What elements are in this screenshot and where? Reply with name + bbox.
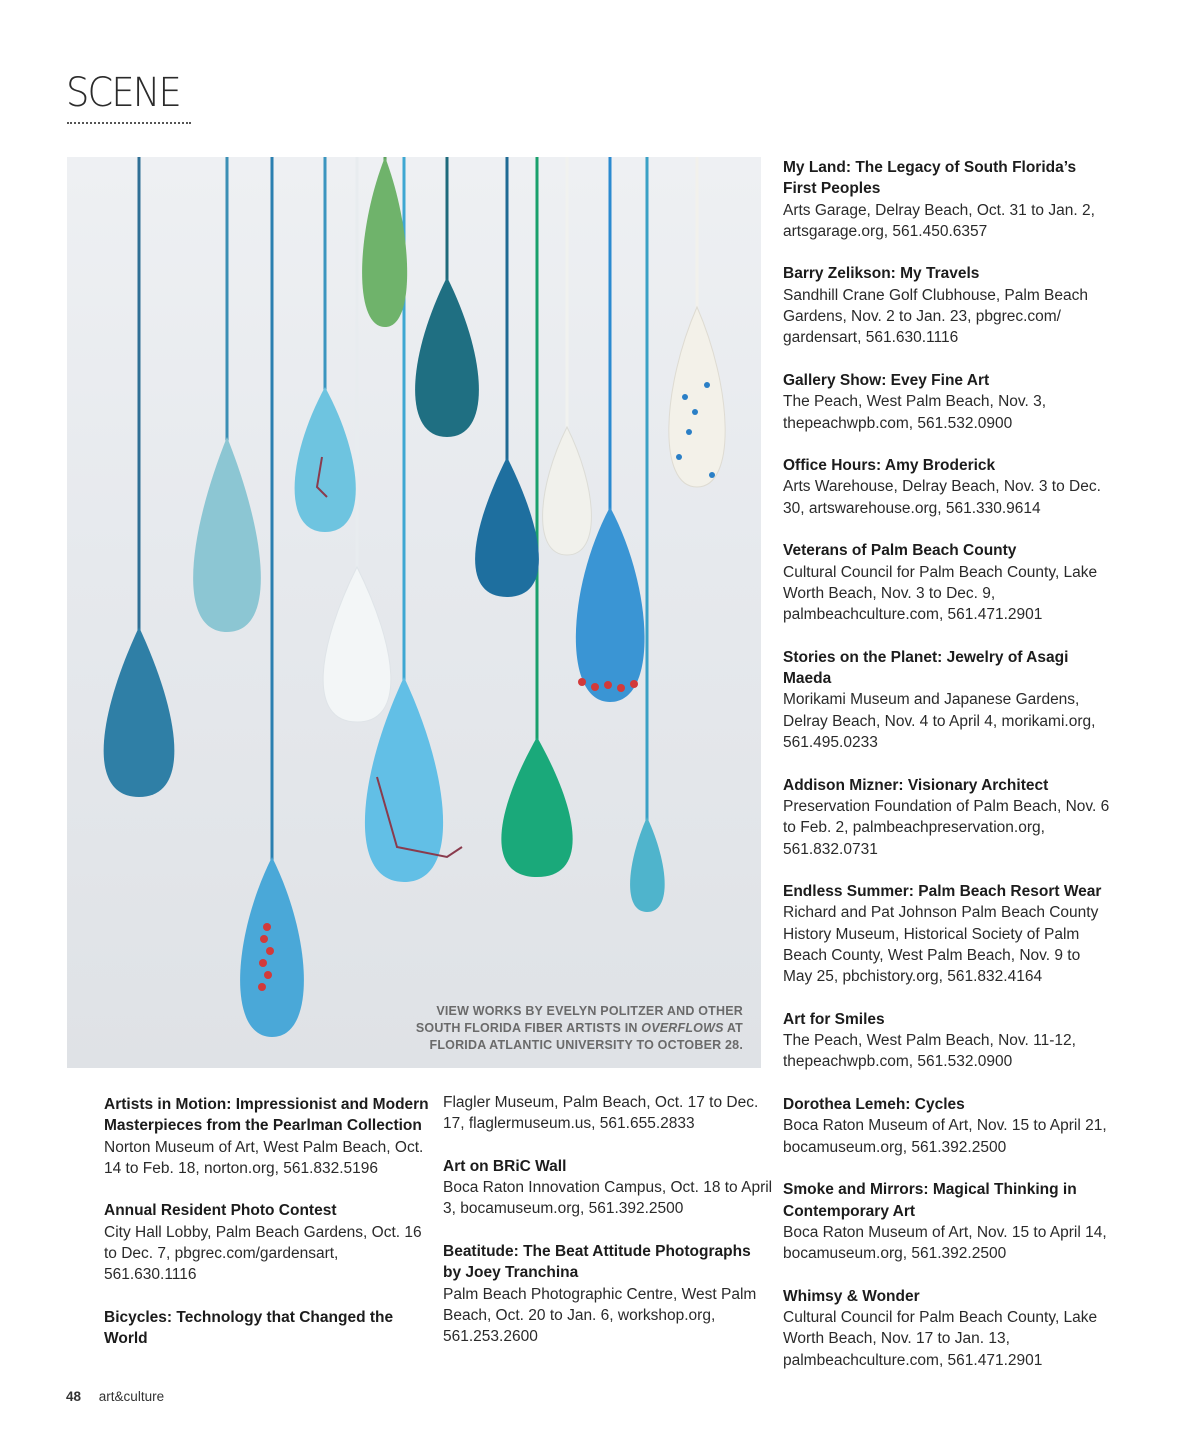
drop-light-blue-upper bbox=[295, 387, 356, 532]
caption-exhibition-title: OVERFLOWS bbox=[641, 1021, 724, 1035]
caption-text: SOUTH FLORIDA FIBER ARTISTS IN bbox=[415, 1021, 642, 1035]
event-listing bbox=[783, 263, 1113, 348]
event-details: Boca Raton Museum of Art, Nov. 15 to April 21, bocamuseum.org, 561.392.2500 bbox=[783, 1117, 1107, 1156]
page-number: 48 bbox=[66, 1389, 82, 1404]
caption-line bbox=[413, 1020, 743, 1037]
drop-small-teal bbox=[630, 817, 665, 912]
event-details: Norton Museum of Art, West Palm Beach, Oct. 14 to Feb. 18, norton.org, 561.832.5196 bbox=[104, 1138, 424, 1177]
events-column-middle bbox=[443, 1092, 773, 1369]
event-listing bbox=[443, 1241, 773, 1347]
events-column-right bbox=[783, 157, 1113, 1392]
event-details: Arts Garage, Delray Beach, Oct. 31 to Jan. 2, artsgarage.org, 561.450.6357 bbox=[783, 201, 1095, 240]
caption-text: AT bbox=[723, 1021, 743, 1035]
event-title: Annual Resident Photo Contest bbox=[104, 1202, 337, 1220]
event-listing bbox=[783, 370, 1113, 434]
caption-line: FLORIDA ATLANTIC UNIVERSITY TO OCTOBER 28. bbox=[429, 1038, 743, 1052]
event-title: Addison Mizner: Visionary Architect bbox=[783, 776, 1049, 794]
drop-teal-left bbox=[104, 627, 175, 797]
event-title: Office Hours: Amy Broderick bbox=[783, 457, 996, 475]
event-listing bbox=[104, 1307, 434, 1350]
drop-green-center bbox=[501, 737, 572, 877]
event-details: Arts Warehouse, Delray Beach, Nov. 3 to Dec. 30, artswarehouse.org, 561.330.9614 bbox=[783, 478, 1101, 517]
section-title: SCENE bbox=[66, 70, 180, 116]
knitted-drops-illustration bbox=[67, 157, 761, 1068]
event-listing bbox=[443, 1156, 773, 1220]
title-dotted-rule bbox=[67, 122, 191, 124]
event-title: Barry Zelikson: My Travels bbox=[783, 265, 980, 283]
event-title: My Land: The Legacy of South Florida’s First Peoples bbox=[783, 159, 1077, 198]
caption-line: VIEW WORKS BY EVELYN POLITZER AND OTHER bbox=[436, 1004, 743, 1018]
event-details: Preservation Foundation of Palm Beach, Nov. 6 to Feb. 2, palmbeachpreservation.org, 561.832.0731 bbox=[783, 797, 1110, 858]
drop-white bbox=[323, 567, 391, 722]
event-details: Richard and Pat Johnson Palm Beach County History Museum, Historical Society of Palm Beach County, West Palm Beach, Nov. 9 to May 25, pbchistory.org, 561.832.4164 bbox=[783, 904, 1099, 986]
drop-pale-blue bbox=[193, 437, 261, 632]
event-listing-continued bbox=[443, 1092, 773, 1135]
publication-name: art&culture bbox=[98, 1389, 165, 1404]
event-details: Cultural Council for Palm Beach County, Lake Worth Beach, Nov. 3 to Dec. 9, palmbeachculture.com, 561.471.2901 bbox=[783, 563, 1098, 624]
event-details: Flagler Museum, Palm Beach, Oct. 17 to Dec. 17, flaglermuseum.us, 561.655.2833 bbox=[443, 1094, 759, 1133]
event-listing bbox=[783, 1009, 1113, 1073]
event-listing bbox=[783, 647, 1113, 753]
event-title: Beatitude: The Beat Attitude Photographs by Joey Tranchina bbox=[443, 1243, 751, 1282]
event-title: Endless Summer: Palm Beach Resort Wear bbox=[783, 883, 1102, 901]
drop-cream bbox=[543, 427, 592, 555]
event-details: Sandhill Crane Golf Clubhouse, Palm Beach Gardens, Nov. 2 to Jan. 23, pbgrec.com/ gardensart, 561.630.1116 bbox=[783, 286, 1089, 347]
drop-dark-teal bbox=[415, 277, 479, 437]
event-title: Bicycles: Technology that Changed the World bbox=[104, 1308, 394, 1348]
event-title: Artists in Motion: Impressionist and Modern Masterpieces from the Pearlman Collection bbox=[104, 1096, 429, 1135]
drop-white-speckled bbox=[669, 307, 725, 487]
event-listing bbox=[783, 1094, 1113, 1158]
drop-deep-blue bbox=[475, 457, 539, 597]
event-title: Veterans of Palm Beach County bbox=[783, 542, 1017, 560]
drop-green-top bbox=[362, 157, 407, 327]
photo-caption bbox=[413, 1003, 743, 1054]
event-title: Gallery Show: Evey Fine Art bbox=[783, 371, 990, 389]
event-details: Morikami Museum and Japanese Gardens, Delray Beach, Nov. 4 to April 4, morikami.org, 561.495.0233 bbox=[783, 691, 1096, 752]
event-title: Whimsy & Wonder bbox=[783, 1287, 920, 1305]
event-title: Art for Smiles bbox=[783, 1010, 885, 1028]
event-listing bbox=[783, 1179, 1113, 1264]
event-title: Stories on the Planet: Jewelry of Asagi Maeda bbox=[783, 648, 1069, 688]
page-footer bbox=[66, 1389, 164, 1404]
event-listing bbox=[783, 881, 1113, 987]
event-listing bbox=[783, 157, 1113, 242]
event-details: The Peach, West Palm Beach, Nov. 11-12, thepeachwpb.com, 561.532.0900 bbox=[783, 1032, 1076, 1071]
event-listing bbox=[783, 775, 1113, 860]
event-listing bbox=[783, 455, 1113, 519]
event-listing bbox=[783, 540, 1113, 625]
event-title: Dorothea Lemeh: Cycles bbox=[783, 1096, 965, 1114]
event-listing bbox=[104, 1094, 434, 1179]
event-details: Palm Beach Photographic Centre, West Palm Beach, Oct. 20 to Jan. 6, workshop.org, 561.253.2600 bbox=[443, 1285, 757, 1346]
event-details: Cultural Council for Palm Beach County, Lake Worth Beach, Nov. 17 to Jan. 13, palmbeachculture.com, 561.471.2901 bbox=[783, 1309, 1098, 1369]
events-column-left bbox=[104, 1094, 434, 1371]
fiber-art-photo bbox=[67, 157, 761, 1068]
event-details: The Peach, West Palm Beach, Nov. 3, thepeachwpb.com, 561.532.0900 bbox=[783, 393, 1047, 432]
event-title: Smoke and Mirrors: Magical Thinking in Contemporary Art bbox=[783, 1181, 1077, 1220]
event-details: Boca Raton Museum of Art, Nov. 15 to April 14, bocamuseum.org, 561.392.2500 bbox=[783, 1223, 1107, 1263]
event-listing bbox=[104, 1200, 434, 1285]
drop-blue-bottom bbox=[240, 857, 304, 1037]
event-listing bbox=[783, 1286, 1113, 1371]
event-details: City Hall Lobby, Palm Beach Gardens, Oct. 16 to Dec. 7, pbgrec.com/gardensart, 561.630.1116 bbox=[104, 1223, 422, 1284]
event-details: Boca Raton Innovation Campus, Oct. 18 to April 3, bocamuseum.org, 561.392.2500 bbox=[443, 1179, 773, 1218]
event-title: Art on BRiC Wall bbox=[443, 1157, 567, 1175]
